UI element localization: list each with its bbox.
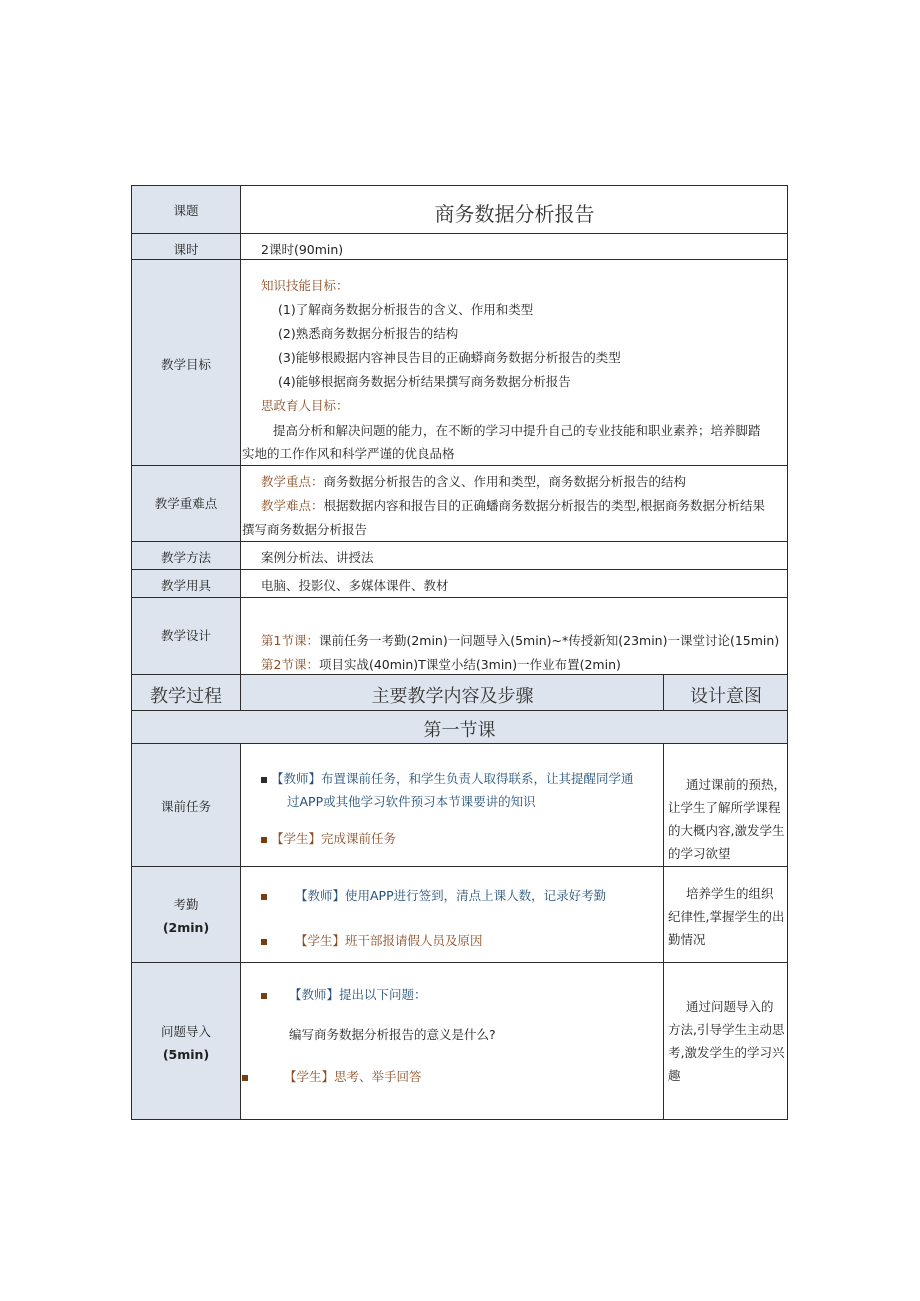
tools-label: 教学用具 xyxy=(160,578,211,593)
session-1-tag: 第1节课： xyxy=(261,633,319,648)
hard-point-text: 根据数据内容和报告目的正确蟠商务数据分析报告的类型,根据商务数据分析结果 xyxy=(323,498,765,513)
difficulty-label: 教学重难点 xyxy=(154,496,218,511)
pre-task-label: 课前任务 xyxy=(160,799,211,814)
content-col-header: 主要教学内容及步骤 xyxy=(371,686,534,707)
intent-line: 通过问题导入的 xyxy=(686,999,774,1014)
knowledge-item: (2)熟悉商务数据分析报告的结构 xyxy=(278,326,459,341)
bullet-icon xyxy=(242,1075,248,1081)
pre-task-student-text: 【学生】完成课前任务 xyxy=(271,831,397,846)
attendance-student-text: 【学生】班干部报请假人员及原因 xyxy=(295,933,483,948)
methods-label: 教学方法 xyxy=(160,550,211,565)
hard-point xyxy=(261,496,765,514)
ideology-text: 实地的工作作风和科学严谨的优良品格 xyxy=(242,446,455,461)
intent-line: 趣 xyxy=(668,1068,681,1083)
intent-col-header: 设计意图 xyxy=(690,686,762,707)
pre-task-student xyxy=(261,829,396,847)
intent-line: 的大概内容,激发学生 xyxy=(668,823,785,838)
hours-label: 课时 xyxy=(173,242,199,257)
intro-question: 编写商务数据分析报告的意义是什么? xyxy=(289,1027,496,1042)
attendance-label: 考勤 xyxy=(173,897,199,912)
pre-task-intent xyxy=(668,773,786,865)
intro-label-cell xyxy=(131,962,241,1120)
pre-task-teacher-cont: 过APP或其他学习软件预习本节课要讲的知识 xyxy=(287,794,536,809)
process-col-header: 教学过程 xyxy=(150,686,222,707)
design-label: 教学设计 xyxy=(160,628,211,643)
ideology-heading: 思政育人目标： xyxy=(261,398,349,413)
attendance-intent xyxy=(668,882,786,951)
attendance-label-cell xyxy=(131,866,241,962)
intent-line: 考,激发学生的学习兴 xyxy=(668,1045,785,1060)
section-title: 第一节课 xyxy=(423,720,496,741)
intent-line: 勤情况 xyxy=(668,932,706,947)
lesson-title: 商务数据分析报告 xyxy=(434,202,595,226)
knowledge-item: (1)了解商务数据分析报告的含义、作用和类型 xyxy=(278,302,534,317)
intro-intent xyxy=(668,995,786,1087)
knowledge-heading: 知识技能目标： xyxy=(261,278,349,293)
session-2-text: 项目实战(40min)T课堂小结(3min)一作业布置(2min) xyxy=(318,657,621,672)
topic-label: 课题 xyxy=(173,203,199,218)
knowledge-item: (4)能够根据商务数据分析结果撰写商务数据分析报告 xyxy=(278,374,571,389)
bullet-icon xyxy=(261,837,267,843)
session-1-text: 课前任务一考勤(2min)一问题导入(5min)~*传授新知(23min)一课堂讨论(15min) xyxy=(318,633,780,648)
bullet-icon xyxy=(261,993,267,999)
attendance-duration: (2min) xyxy=(162,920,210,935)
pre-task-teacher xyxy=(261,769,634,787)
design-session-2 xyxy=(261,655,621,673)
design-session-1 xyxy=(261,631,779,649)
attendance-student xyxy=(261,931,483,949)
intent-line: 让学生了解所学课程 xyxy=(668,800,781,815)
hours-value: 2课时(90min) xyxy=(261,242,344,257)
attendance-teacher-text: 【教师】使用APP进行签到，清点上课人数，记录好考勤 xyxy=(295,888,607,903)
intent-line: 纪律性,掌握学生的出 xyxy=(668,909,785,924)
intent-line: 通过课前的预热， xyxy=(686,777,787,792)
intent-line: 培养学生的组织 xyxy=(686,886,774,901)
pre-task-teacher-text: 【教师】布置课前任务，和学生负责人取得联系，让其提醒同学通 xyxy=(271,771,634,786)
key-point xyxy=(261,472,686,490)
intent-line: 方法,引导学生主动思 xyxy=(668,1022,785,1037)
intro-student-text: 【学生】思考、举手回答 xyxy=(284,1069,422,1084)
intro-duration: (5min) xyxy=(162,1047,210,1062)
ideology-text: 提高分析和解决问题的能力，在不断的学习中提升自己的专业技能和职业素养；培养脚踏 xyxy=(273,423,761,438)
knowledge-item: (3)能够根殿据内容神艮告目的正确蟒商务数据分析报告的类型 xyxy=(278,350,621,365)
bullet-icon xyxy=(261,777,267,783)
methods-value: 案例分析法、讲授法 xyxy=(261,550,374,565)
bullet-icon xyxy=(261,939,267,945)
key-point-tag: 教学重点： xyxy=(261,474,324,489)
hard-point-tag: 教学难点： xyxy=(261,498,324,513)
key-point-text: 商务数据分析报告的含义、作用和类型，商务数据分析报告的结构 xyxy=(323,474,687,489)
intro-teacher xyxy=(261,985,427,1003)
session-2-tag: 第2节课： xyxy=(261,657,319,672)
lesson-plan-table xyxy=(131,185,788,1120)
intro-label: 问题导入 xyxy=(160,1024,211,1039)
intro-teacher-text: 【教师】提出以下问题： xyxy=(289,987,427,1002)
attendance-teacher xyxy=(261,886,606,904)
objectives-label: 教学目标 xyxy=(160,357,211,372)
intent-line: 的学习欲望 xyxy=(668,846,731,861)
intro-student xyxy=(242,1067,422,1085)
tools-value: 电脑、投影仪、多媒体课件、教材 xyxy=(261,578,449,593)
hard-point-text-cont: 撰写商务数据分析报告 xyxy=(242,522,368,537)
bullet-icon xyxy=(261,894,267,900)
